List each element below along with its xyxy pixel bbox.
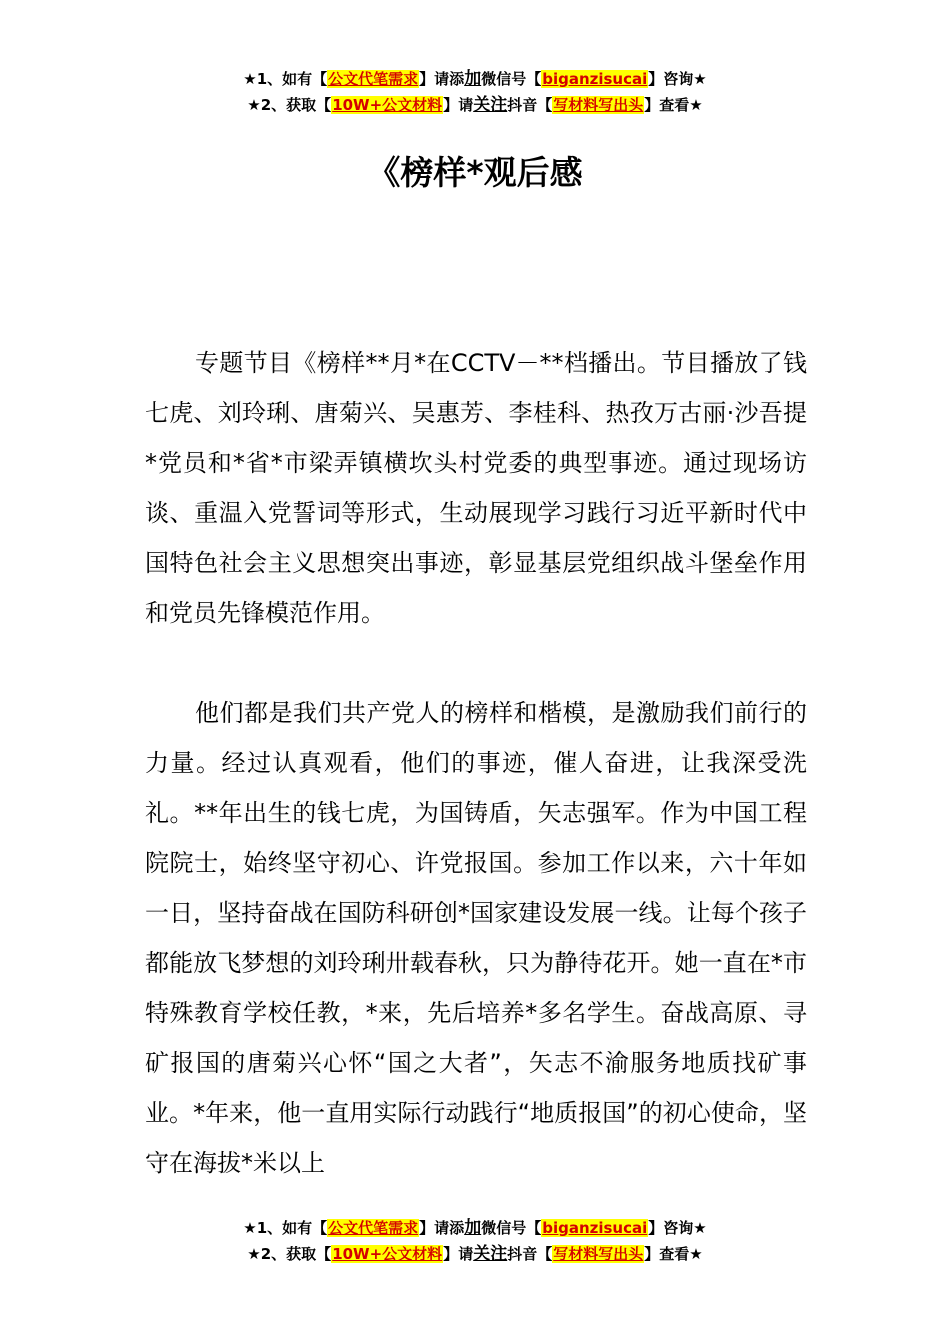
banner-text: 】请添 — [419, 70, 465, 88]
banner-text: 】查看★ — [644, 1245, 703, 1263]
banner-text: 微信号【 — [481, 70, 542, 88]
banner-text: ★1、如有【 — [243, 70, 328, 88]
highlight-wechat-id: biganzisucai — [542, 1219, 648, 1237]
highlight-douyin-account: 写材料写出头 — [553, 1245, 644, 1263]
banner-text: 】咨询★ — [648, 70, 707, 88]
banner-text: 微信号【 — [481, 1219, 542, 1237]
highlight-ghostwriting: 公文代笔需求 — [328, 70, 419, 88]
highlight-materials: 10W+公文材料 — [332, 1245, 443, 1263]
banner-line-2 — [0, 92, 950, 118]
banner-text: ★2、获取【 — [247, 1245, 332, 1263]
banner-text: 关注 — [473, 1244, 508, 1264]
highlight-materials: 10W+公文材料 — [332, 96, 443, 114]
banner-text: 抖音【 — [507, 96, 553, 114]
banner-text: 】咨询★ — [648, 1219, 707, 1237]
banner-text: 】请添 — [419, 1219, 465, 1237]
document-title: 《榜样*观后感 — [367, 153, 583, 192]
paragraph: 他们都是我们共产党人的榜样和楷模，是激励我们前行的力量。经过认真观看，他们的事迹，催人奋进，让我深受洗礼。**年出生的钱七虎，为国铸盾，矢志强军。作为中国工程院院士，始终坚守初心、许党报国。参加工作以来，六十年如一日，坚持奋战在国防科研创*国家建设发展一线。让每个孩子都能放飞梦想的刘玲琍卅载春秋，只为静待花开。她一直在*市特殊教育学校任教，*来，先后培养*多名学生。奋战高原、寻矿报国的唐菊兴心怀“国之大者”，矢志不渝服务地质找矿事业。*年来，他一直用实际行动践行“地质报国”的初心使命，坚守在海拔*米以上 — [145, 699, 807, 1177]
paragraph: 专题节目《榜样**月*在CCTV－**档播出。节目播放了钱七虎、刘玲琍、唐菊兴、吴惠芳、李桂科、热孜万古丽·沙吾提*党员和*省*市梁弄镇横坎头村党委的典型事迹。通过现场访谈、重温入党誓词等形式，生动展现学习践行习近平新时代中国特色社会主义思想突出事迹，彰显基层党组织战斗堡垒作用和党员先锋模范作用。 — [145, 349, 807, 627]
footer-banner — [0, 1215, 950, 1267]
document-body — [145, 338, 807, 1188]
header-banner — [0, 66, 950, 118]
highlight-ghostwriting: 公文代笔需求 — [328, 1219, 419, 1237]
banner-line-2 — [0, 1241, 950, 1267]
banner-line-1 — [0, 66, 950, 92]
banner-text: 抖音【 — [507, 1245, 553, 1263]
banner-text: 】请 — [443, 96, 474, 114]
banner-text: 】查看★ — [644, 96, 703, 114]
highlight-wechat-id: biganzisucai — [542, 70, 648, 88]
banner-text: 加 — [464, 1218, 482, 1238]
highlight-douyin-account: 写材料写出头 — [553, 96, 644, 114]
banner-text: 加 — [464, 69, 482, 89]
banner-text: ★1、如有【 — [243, 1219, 328, 1237]
banner-line-1 — [0, 1215, 950, 1241]
banner-text: ★2、获取【 — [247, 96, 332, 114]
banner-text: 关注 — [473, 95, 508, 115]
banner-text: 】请 — [443, 1245, 474, 1263]
